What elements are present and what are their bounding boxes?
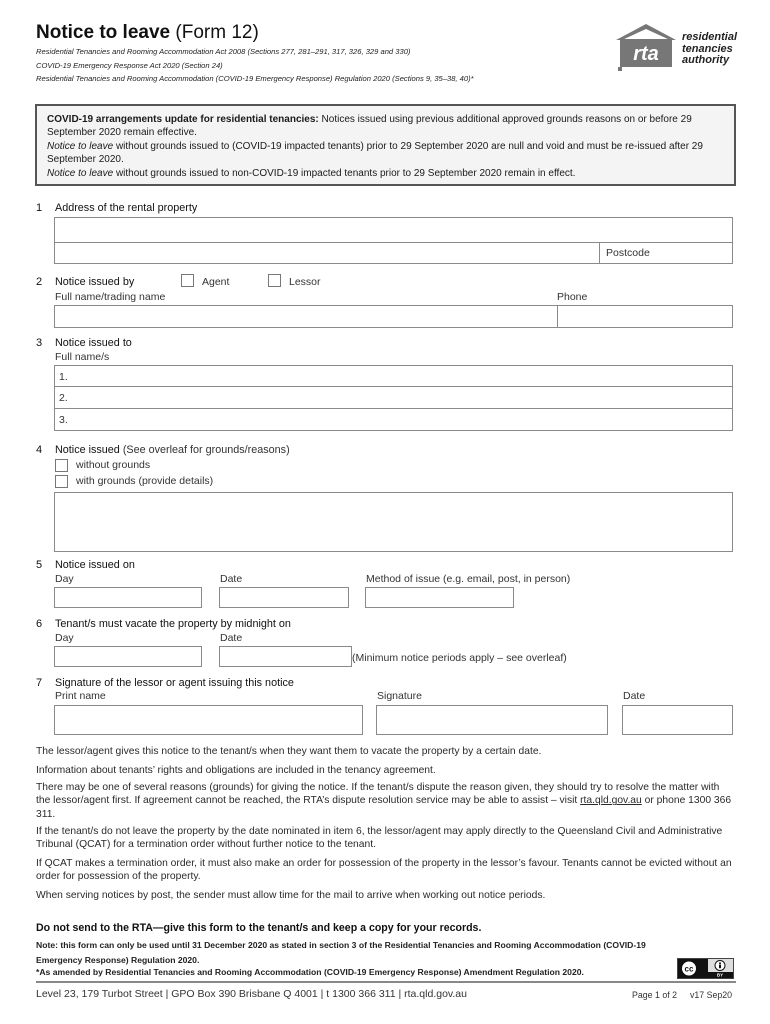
info-paragraph-4: If the tenant/s do not leave the property by the date nominated in item 6, the lessor/agent may apply directly to the Queensland Civil and Administrative Tribunal (QCAT) for a termination order without further notice to the tenant.: [36, 826, 723, 851]
issued-day-input[interactable]: [54, 587, 202, 608]
tenant-name-input-2[interactable]: 2.: [54, 386, 733, 409]
without-grounds-checkbox[interactable]: [55, 459, 68, 472]
rta-website-link[interactable]: rta.qld.gov.au: [580, 795, 642, 807]
lessor-checkbox[interactable]: [268, 274, 281, 287]
title-form: (Form 12): [175, 22, 259, 43]
issuer-name-input[interactable]: [54, 305, 558, 328]
act-line-3: Residential Tenancies and Rooming Accommodation (COVID-19 Emergency Response) Regulation 2020 (Sections 9, 35–38, 40)*: [36, 74, 474, 83]
rta-logo-text: residential tenancies authority: [682, 31, 738, 66]
grounds-details-textarea[interactable]: [54, 492, 733, 552]
rta-logo: [608, 22, 738, 74]
info-paragraph-2: Information about tenants’ rights and obligations are included in the tenancy agreement.: [36, 765, 436, 776]
issued-date-label: Date: [220, 573, 243, 585]
vacate-date-input[interactable]: [219, 646, 352, 667]
cc-by-icon: [678, 959, 733, 978]
info-paragraph-3: There may be one of several reasons (grounds) for giving the notice. If the tenant/s dispute the reason given, they should try to resolve the matter with the lessor/agent first. If agreement cannot be reached, the RTA’s dispute resolution service may be able to assist – visit rta.qld.gov.au or phone 1300 366 311.: [36, 782, 732, 820]
section-1-number: 1: [36, 202, 43, 214]
section-3-heading: Notice issued to: [55, 337, 132, 349]
signature-input[interactable]: [376, 705, 608, 735]
section-5-number: 5: [36, 559, 43, 571]
amendment-note: *As amended by Residential Tenancies and Rooming Accommodation (COVID-19 Emergency Response) Amendment Regulation 2020.: [36, 967, 584, 977]
print-name-input[interactable]: [54, 705, 363, 735]
info-paragraph-6: When serving notices by post, the sender must allow time for the mail to arrive when working out notice periods.: [36, 890, 546, 901]
agent-checkbox[interactable]: [181, 274, 194, 287]
section-5-heading: Notice issued on: [55, 559, 135, 571]
address-line-1-input[interactable]: [54, 217, 733, 243]
info-paragraph-5: If QCAT makes a termination order, it must also make an order for possession of the property in the lessor’s favour. Tenants cannot be evicted without an order for possession of the property.: [36, 858, 732, 883]
address-line-2-input[interactable]: [54, 242, 600, 264]
postcode-input[interactable]: [599, 242, 733, 264]
covid-update-box: COVID-19 arrangements update for residential tenancies: Notices issued using previous additional approved grounds reasons on or before 29 September 2020 remain effective. Notice to leave without grounds issued to (COVID-19 impacted tenants) prior to 29 September 2020 are null and void and must be re-issued after 29 September 2020. Notice to leave without grounds issued to non-COVID-19 impacted tenants prior to 29 September 2020 remain in effect.: [35, 104, 736, 186]
rta-logo-mark: rta: [633, 43, 659, 65]
issued-date-input[interactable]: [219, 587, 349, 608]
section-2-number: 2: [36, 276, 43, 288]
section-3-number: 3: [36, 337, 43, 349]
vacate-day-input[interactable]: [54, 646, 202, 667]
act-line-2: COVID-19 Emergency Response Act 2020 (Section 24): [36, 61, 223, 70]
act-line-1: Residential Tenancies and Rooming Accommodation Act 2008 (Sections 277, 281–291, 317, 326, 329 and 330): [36, 47, 411, 56]
tenant-name-input-1[interactable]: 1.: [54, 365, 733, 387]
rta-house-icon: [608, 22, 678, 74]
creative-commons-badge: [677, 958, 734, 979]
section-7-heading: Signature of the lessor or agent issuing this notice: [55, 677, 294, 689]
lessor-label: Lessor: [289, 276, 321, 288]
method-of-issue-label: Method of issue (e.g. email, post, in person): [366, 573, 571, 585]
full-names-label: Full name/s: [55, 351, 110, 363]
signature-date-label: Date: [623, 690, 646, 702]
section-1-heading: Address of the rental property: [55, 202, 198, 214]
form-version: v17 Sep20: [690, 990, 733, 1000]
print-name-label: Print name: [55, 690, 106, 702]
svg-text:BY: BY: [716, 972, 724, 978]
section-2-heading: Notice issued by: [55, 276, 135, 288]
issued-day-label: Day: [55, 573, 74, 585]
minimum-notice-note: (Minimum notice periods apply – see overleaf): [352, 652, 567, 664]
vacate-day-label: Day: [55, 632, 74, 644]
section-4-heading: Notice issued (See overleaf for grounds/reasons): [55, 444, 290, 456]
section-6-number: 6: [36, 618, 43, 630]
vacate-date-label: Date: [220, 632, 243, 644]
svg-text:cc: cc: [684, 964, 694, 974]
method-of-issue-input[interactable]: [365, 587, 514, 608]
with-grounds-checkbox[interactable]: [55, 475, 68, 488]
title-main: Notice to leave: [36, 22, 171, 43]
full-name-label: Full name/trading name: [55, 291, 166, 303]
agent-label: Agent: [202, 276, 230, 288]
postcode-label: Postcode: [606, 247, 650, 259]
section-4-number: 4: [36, 444, 43, 456]
with-grounds-label: with grounds (provide details): [76, 475, 214, 487]
signature-date-input[interactable]: [622, 705, 733, 735]
page-title: [36, 22, 259, 44]
covid-heading: COVID-19 arrangements update for residential tenancies:: [47, 114, 319, 125]
signature-label: Signature: [377, 690, 422, 702]
without-grounds-label: without grounds: [76, 459, 151, 471]
issuer-phone-input[interactable]: [557, 305, 733, 328]
info-paragraph-1: The lessor/agent gives this notice to the tenant/s when they want them to vacate the property by a certain date.: [36, 746, 542, 757]
section-6-heading: Tenant/s must vacate the property by midnight on: [55, 618, 291, 630]
page-number: Page 1 of 2: [632, 990, 677, 1000]
tenant-name-input-3[interactable]: 3.: [54, 408, 733, 431]
section-7-number: 7: [36, 677, 43, 689]
footer-address: Level 23, 179 Turbot Street | GPO Box 390 Brisbane Q 4001 | t 1300 366 311 | rta.qld.gov.au: [36, 988, 467, 1000]
phone-label: Phone: [557, 291, 588, 303]
do-not-send-warning: Do not send to the RTA—give this form to the tenant/s and keep a copy for your records.: [36, 922, 482, 934]
usage-note: Note: this form can only be used until 31 December 2020 as stated in section 3 of the Residential Tenancies and Rooming Accommodation (COVID-19 Emergency Response) Regulation 2020.: [36, 940, 646, 965]
footer-divider: [36, 981, 736, 983]
